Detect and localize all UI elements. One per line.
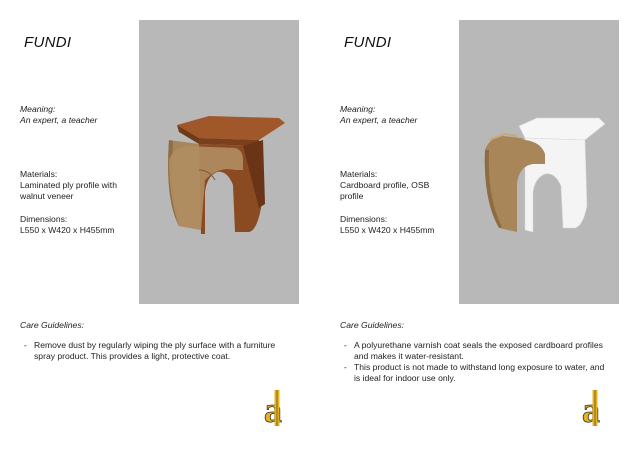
meaning-value: An expert, a teacher — [340, 115, 418, 125]
care-item — [340, 340, 630, 362]
meaning-block — [340, 104, 417, 126]
care-item-line: - Remove dust by regularly wiping the ply surface with a furniture — [34, 340, 276, 350]
meaning-block — [20, 104, 97, 126]
dimensions-block — [20, 214, 115, 236]
materials-block — [20, 169, 117, 202]
materials-line: profile — [340, 191, 364, 201]
product-photo-walnut-stool — [139, 20, 299, 304]
product-title: FUNDI — [24, 34, 72, 51]
care-guidelines — [340, 320, 630, 384]
care-item-line: spray product. This provides a light, protective coat. — [34, 351, 231, 361]
care-item — [340, 362, 630, 384]
materials-label: Materials: — [340, 169, 378, 179]
dimensions-value: L550 x W420 x H455mm — [20, 225, 115, 235]
brand-logo — [574, 388, 608, 430]
materials-line: Laminated ply profile with — [20, 180, 117, 190]
care-item-line: - A polyurethane varnish coat seals the exposed cardboard profiles — [354, 340, 603, 350]
meaning-value: An expert, a teacher — [20, 115, 98, 125]
care-list — [20, 340, 310, 362]
care-title: Care Guidelines: — [340, 320, 405, 330]
walnut-stool-image — [139, 20, 299, 304]
spec-page-cardboard — [320, 0, 640, 454]
ab-logo-icon — [256, 388, 290, 430]
meaning-label: Meaning: — [20, 104, 56, 114]
care-title: Care Guidelines: — [20, 320, 85, 330]
dimensions-label: Dimensions: — [20, 214, 68, 224]
materials-line: walnut veneer — [20, 191, 74, 201]
materials-block — [340, 169, 429, 202]
cardboard-stool-image — [459, 20, 619, 304]
svg-text:a: a — [582, 390, 600, 430]
materials-label: Materials: — [20, 169, 58, 179]
materials-line: Cardboard profile, OSB — [340, 180, 430, 190]
svg-text:a: a — [264, 390, 282, 430]
care-item-line: - This product is not made to withstand long exposure to water, and — [354, 362, 605, 372]
dimensions-label: Dimensions: — [340, 214, 388, 224]
brand-logo — [256, 388, 290, 430]
product-photo-cardboard-stool — [459, 20, 619, 304]
care-item-line: and makes it water-resistant. — [354, 351, 464, 361]
dimensions-block — [340, 214, 435, 236]
care-item-line: is ideal for indoor use only. — [354, 373, 456, 383]
care-list — [340, 340, 630, 384]
meaning-label: Meaning: — [340, 104, 376, 114]
care-guidelines — [20, 320, 310, 362]
product-title: FUNDI — [344, 34, 392, 51]
dimensions-value: L550 x W420 x H455mm — [340, 225, 435, 235]
ab-logo-icon — [574, 388, 608, 430]
care-item — [20, 340, 310, 362]
